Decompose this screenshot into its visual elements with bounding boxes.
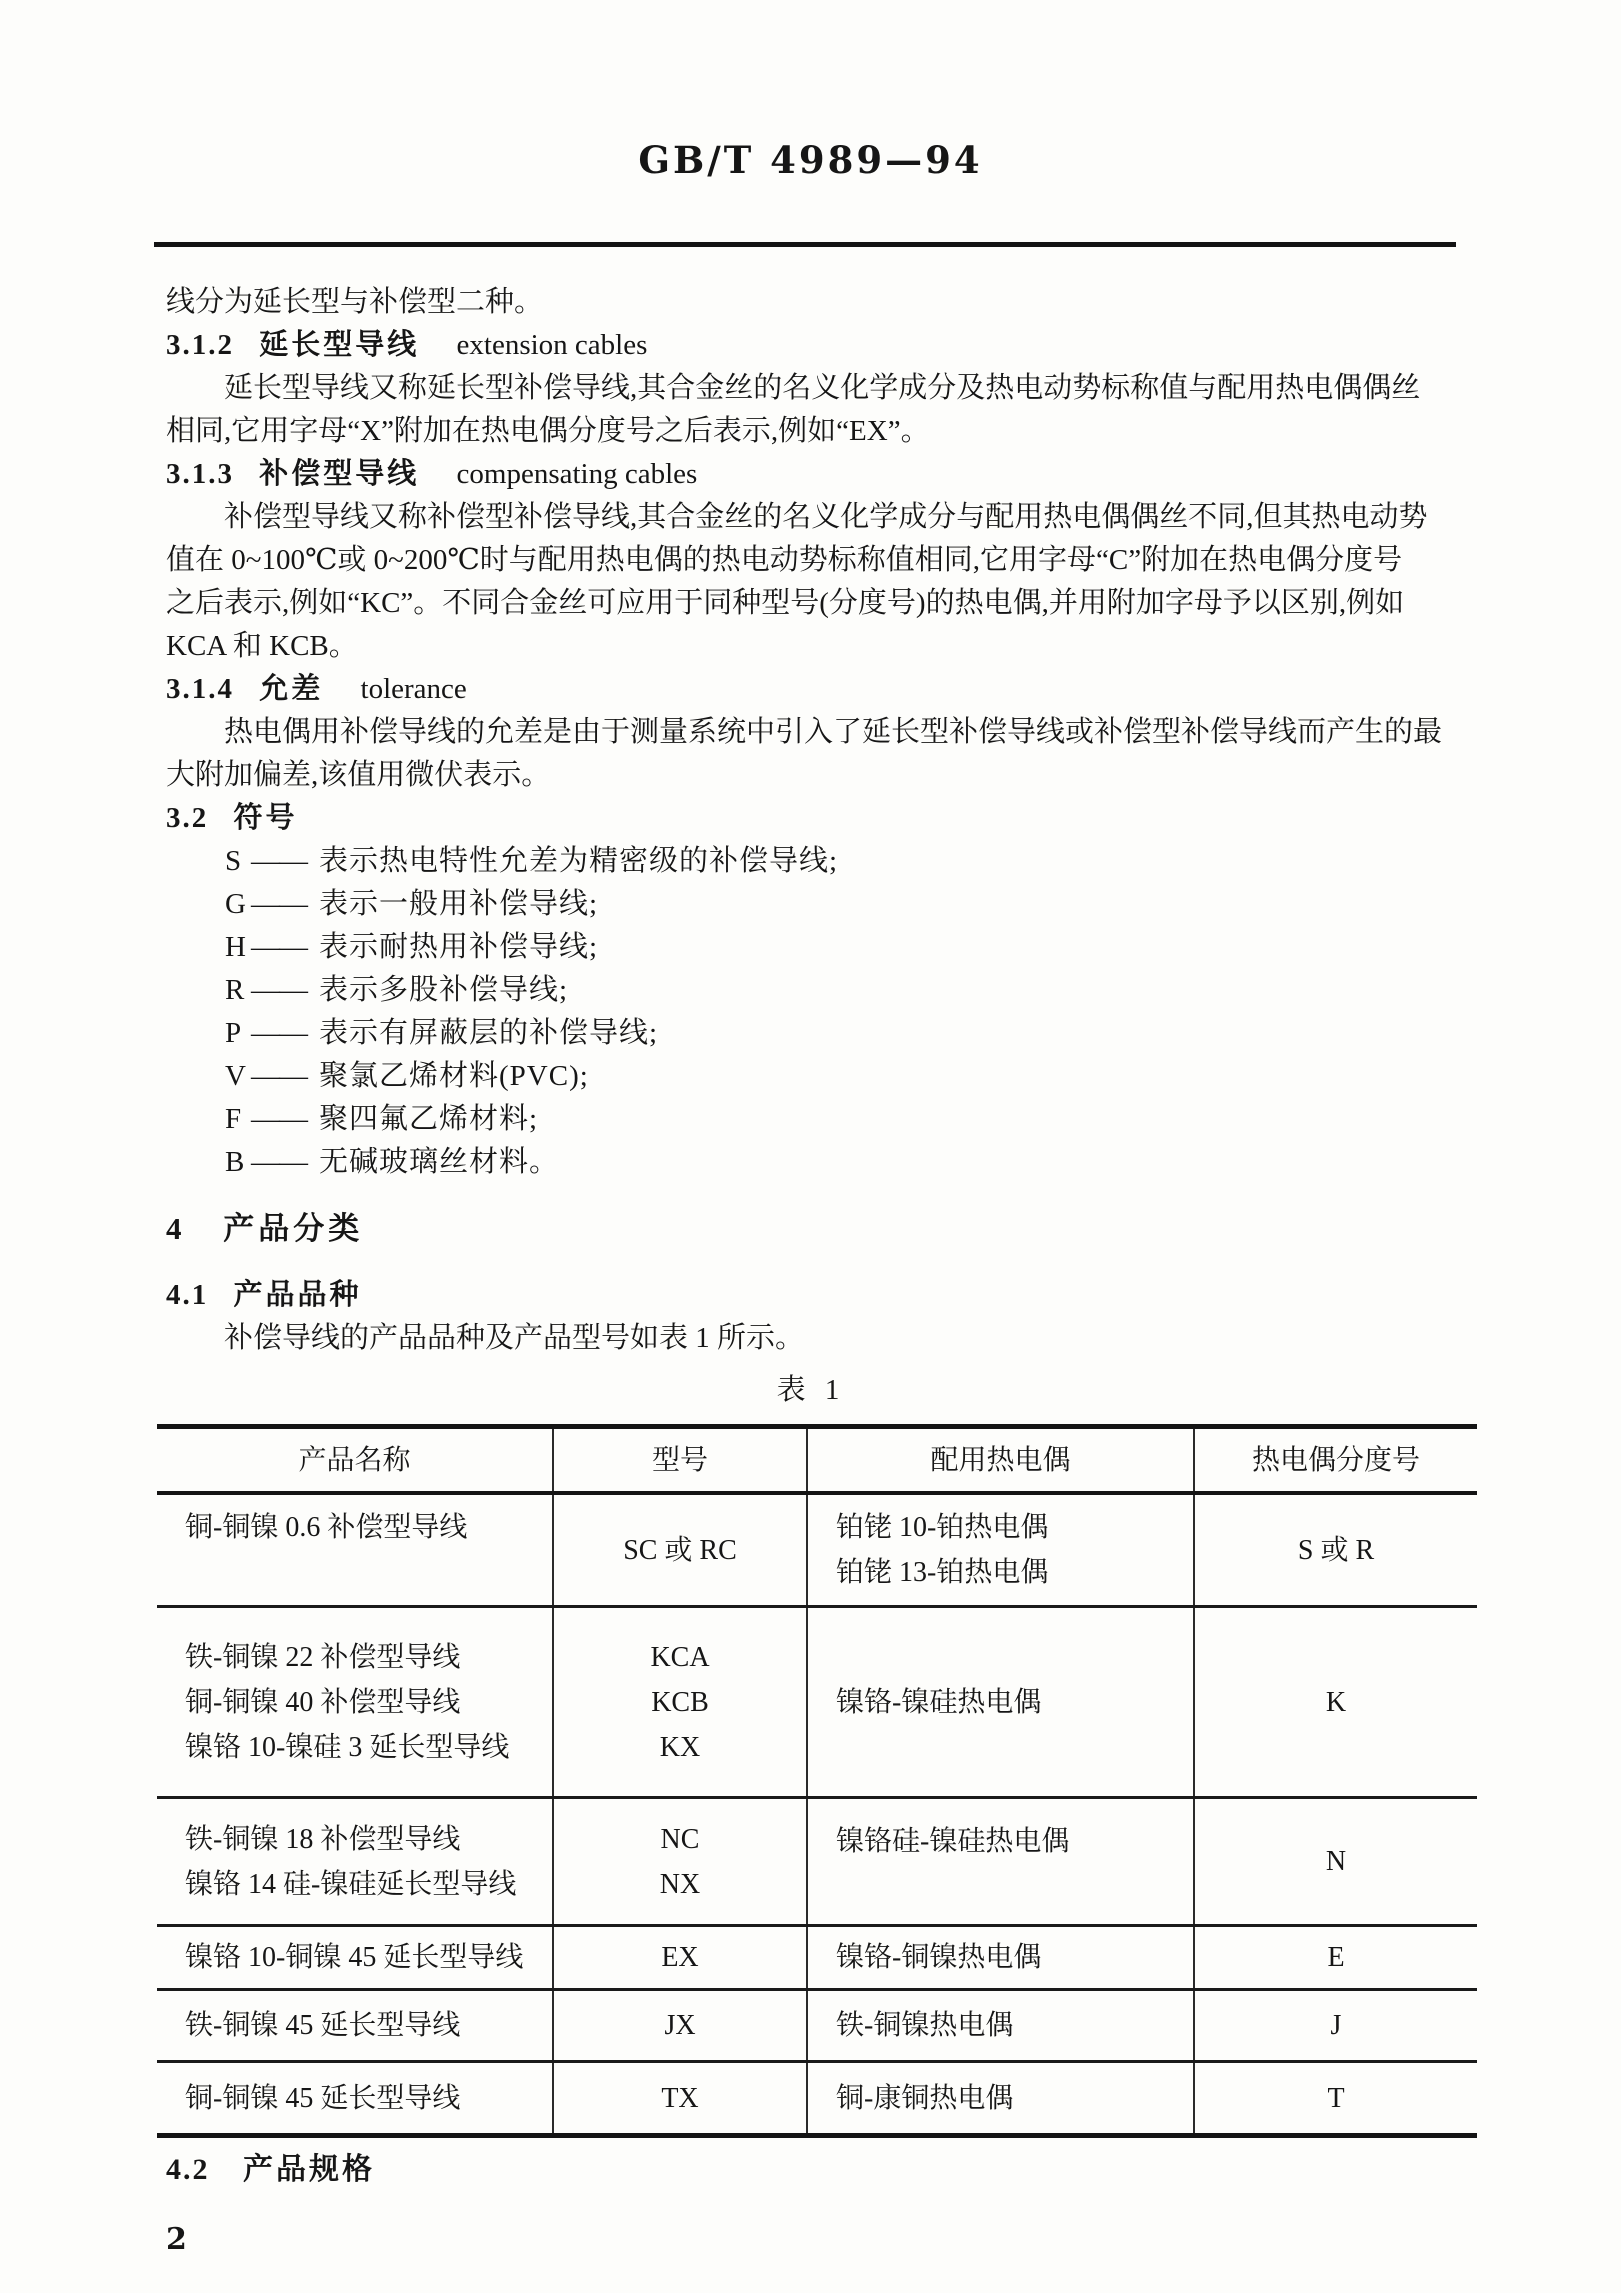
section-number: 3.1.4 bbox=[166, 673, 234, 705]
product-table bbox=[157, 1424, 1477, 2138]
section-title-en: compensating cables bbox=[456, 458, 698, 490]
model-cell: TX bbox=[552, 2063, 806, 2133]
table-header-row bbox=[157, 1429, 1477, 1491]
symbol-dash: —— bbox=[251, 845, 307, 877]
section-title-zh: 允差 bbox=[259, 673, 324, 705]
symbol-description: 表示一般用补偿导线; bbox=[319, 888, 599, 920]
model-cell: EX bbox=[552, 1927, 806, 1988]
chapter-number: 4 bbox=[166, 1211, 182, 1246]
spacer bbox=[166, 1184, 1456, 1206]
table-header-cell: 产品名称 bbox=[298, 1444, 411, 1476]
section-number: 3.2 bbox=[166, 802, 209, 834]
section-heading-3-2 bbox=[166, 797, 1456, 840]
thermocouple-cell: 铁-铜镍热电偶 bbox=[806, 1991, 1193, 2060]
table-header-cell: 热电偶分度号 bbox=[1193, 1429, 1477, 1491]
section-title-en: tolerance bbox=[360, 673, 467, 705]
symbol-list-item bbox=[166, 1055, 1456, 1098]
index-cell: K bbox=[1193, 1608, 1477, 1796]
spacer bbox=[166, 1252, 1456, 1274]
thermocouple-cell: 镍铬-铜镍热电偶 bbox=[806, 1927, 1193, 1988]
index-cell: J bbox=[1193, 1991, 1477, 2060]
thermocouple-cell: 镍铬硅-镍硅热电偶 bbox=[806, 1799, 1193, 1924]
section-heading-3-1-4 bbox=[166, 668, 1456, 711]
model-cell: KCA KCB KX bbox=[552, 1608, 806, 1796]
symbol-list-item bbox=[166, 926, 1456, 969]
index-cell: E bbox=[1193, 1927, 1477, 1988]
table-row bbox=[157, 1491, 1477, 1605]
symbol-dash: —— bbox=[251, 1017, 307, 1049]
section-heading-3-1-3 bbox=[166, 453, 1456, 496]
table-row bbox=[157, 1796, 1477, 1924]
symbol-dash: —— bbox=[251, 974, 307, 1006]
symbol-list-item bbox=[166, 1012, 1456, 1055]
thermocouple-cell: 铂铑 10-铂热电偶 铂铑 13-铂热电偶 bbox=[806, 1495, 1193, 1605]
product-name-cell: 铜-铜镍 0.6 补偿型导线 bbox=[185, 1512, 468, 1543]
product-name-cell: 镍铬 10-铜镍 45 延长型导线 bbox=[185, 1942, 524, 1973]
chapter-heading-4 bbox=[166, 1206, 1456, 1252]
symbol-list-item bbox=[166, 969, 1456, 1012]
table-row bbox=[157, 1988, 1477, 2060]
index-cell: T bbox=[1193, 2063, 1477, 2133]
symbol-list-item bbox=[166, 883, 1456, 926]
table-row bbox=[157, 1924, 1477, 1988]
product-name-cell: 铁-铜镍 45 延长型导线 bbox=[185, 2010, 461, 2041]
symbol-description: 表示耐热用补偿导线; bbox=[319, 931, 599, 963]
paragraph-line: 补偿导线的产品品种及产品型号如表 1 所示。 bbox=[224, 1322, 805, 1354]
model-cell: JX bbox=[552, 1991, 806, 2060]
symbol-dash: —— bbox=[251, 1146, 307, 1178]
table-row bbox=[157, 1605, 1477, 1796]
symbol-description: 聚氯乙烯材料(PVC); bbox=[319, 1060, 589, 1092]
symbol-dash: —— bbox=[251, 888, 307, 920]
index-cell: S 或 R bbox=[1193, 1495, 1477, 1605]
paragraph-line: 大附加偏差,该值用微伏表示。 bbox=[166, 759, 551, 791]
symbol-code: P bbox=[225, 1017, 242, 1049]
index-cell: N bbox=[1193, 1799, 1477, 1924]
table-caption: 表 1 bbox=[776, 1374, 846, 1406]
section-title-zh: 产品品种 bbox=[233, 1279, 362, 1311]
section-heading-3-1-2 bbox=[166, 324, 1456, 367]
symbol-code: B bbox=[225, 1146, 245, 1178]
chapter-title: 产品分类 bbox=[223, 1211, 364, 1246]
section-number: 4.2 bbox=[166, 2153, 210, 2186]
page-number: 2 bbox=[166, 2222, 187, 2257]
symbol-description: 表示热电特性允差为精密级的补偿导线; bbox=[319, 845, 839, 877]
section-title-zh: 产品规格 bbox=[243, 2153, 375, 2186]
paragraph-line: 相同,它用字母“X”附加在热电偶分度号之后表示,例如“EX”。 bbox=[166, 415, 930, 447]
paragraph-line: KCA 和 KCB。 bbox=[166, 630, 358, 662]
symbol-code: S bbox=[225, 845, 242, 877]
standard-number: GB/T 4989—94 bbox=[638, 138, 983, 182]
symbol-dash: —— bbox=[251, 931, 307, 963]
paragraph-line: 线分为延长型与补偿型二种。 bbox=[166, 286, 544, 318]
paragraph-line: 之后表示,例如“KC”。不同合金丝可应用于同种型号(分度号)的热电偶,并用附加字母予以区别,例如 bbox=[166, 587, 1405, 619]
section-title-zh: 延长型导线 bbox=[259, 329, 420, 361]
model-cell: SC 或 RC bbox=[552, 1495, 806, 1605]
symbol-code: G bbox=[225, 888, 246, 920]
model-cell: NC NX bbox=[552, 1799, 806, 1924]
thermocouple-cell: 镍铬-镍硅热电偶 bbox=[806, 1608, 1193, 1796]
section-heading-4-2 bbox=[166, 2148, 1456, 2192]
section-number: 3.1.2 bbox=[166, 329, 234, 361]
symbol-description: 表示多股补偿导线; bbox=[319, 974, 569, 1006]
symbol-description: 聚四氟乙烯材料; bbox=[319, 1103, 539, 1135]
table-header-cell: 型号 bbox=[552, 1429, 806, 1491]
symbol-dash: —— bbox=[251, 1103, 307, 1135]
paragraph-line: 延长型导线又称延长型补偿导线,其合金丝的名义化学成分及热电动势标称值与配用热电偶偶丝 bbox=[224, 372, 1421, 404]
product-name-cell: 铁-铜镍 22 补偿型导线 铜-铜镍 40 补偿型导线 镍铬 10-镍硅 3 延长型导线 bbox=[185, 1641, 510, 1763]
page-content bbox=[166, 281, 1456, 2287]
symbol-list-item bbox=[166, 1098, 1456, 1141]
paragraph-line: 值在 0~100℃或 0~200℃时与配用热电偶的热电动势标称值相同,它用字母“C”附加在热电偶分度号 bbox=[166, 544, 1403, 576]
paragraph-line: 补偿型导线又称补偿型补偿导线,其合金丝的名义化学成分与配用热电偶偶丝不同,但其热电动势 bbox=[224, 501, 1428, 533]
symbol-code: F bbox=[225, 1103, 242, 1135]
product-name-cell: 铜-铜镍 45 延长型导线 bbox=[185, 2082, 461, 2114]
section-title-zh: 符号 bbox=[233, 802, 298, 834]
symbol-list-item bbox=[166, 840, 1456, 883]
symbol-list-item bbox=[166, 1141, 1456, 1184]
table-row bbox=[157, 2060, 1477, 2133]
paragraph-line: 热电偶用补偿导线的允差是由于测量系统中引入了延长型补偿导线或补偿型补偿导线而产生的最 bbox=[224, 716, 1443, 748]
symbol-code: H bbox=[225, 931, 246, 963]
symbol-dash: —— bbox=[251, 1060, 307, 1092]
symbol-code: R bbox=[225, 974, 245, 1006]
symbol-description: 表示有屏蔽层的补偿导线; bbox=[319, 1017, 659, 1049]
section-title-en: extension cables bbox=[456, 329, 648, 361]
section-title-zh: 补偿型导线 bbox=[259, 458, 420, 490]
symbol-code: V bbox=[225, 1060, 246, 1092]
symbol-description: 无碱玻璃丝材料。 bbox=[319, 1146, 560, 1178]
header-rule bbox=[154, 242, 1456, 247]
thermocouple-cell: 铜-康铜热电偶 bbox=[806, 2063, 1193, 2133]
section-heading-4-1 bbox=[166, 1274, 1456, 1317]
section-number: 4.1 bbox=[166, 1279, 209, 1311]
product-name-cell: 铁-铜镍 18 补偿型导线 镍铬 14 硅-镍硅延长型导线 bbox=[185, 1823, 517, 1900]
table-header-cell: 配用热电偶 bbox=[806, 1429, 1193, 1491]
section-number: 3.1.3 bbox=[166, 458, 234, 490]
